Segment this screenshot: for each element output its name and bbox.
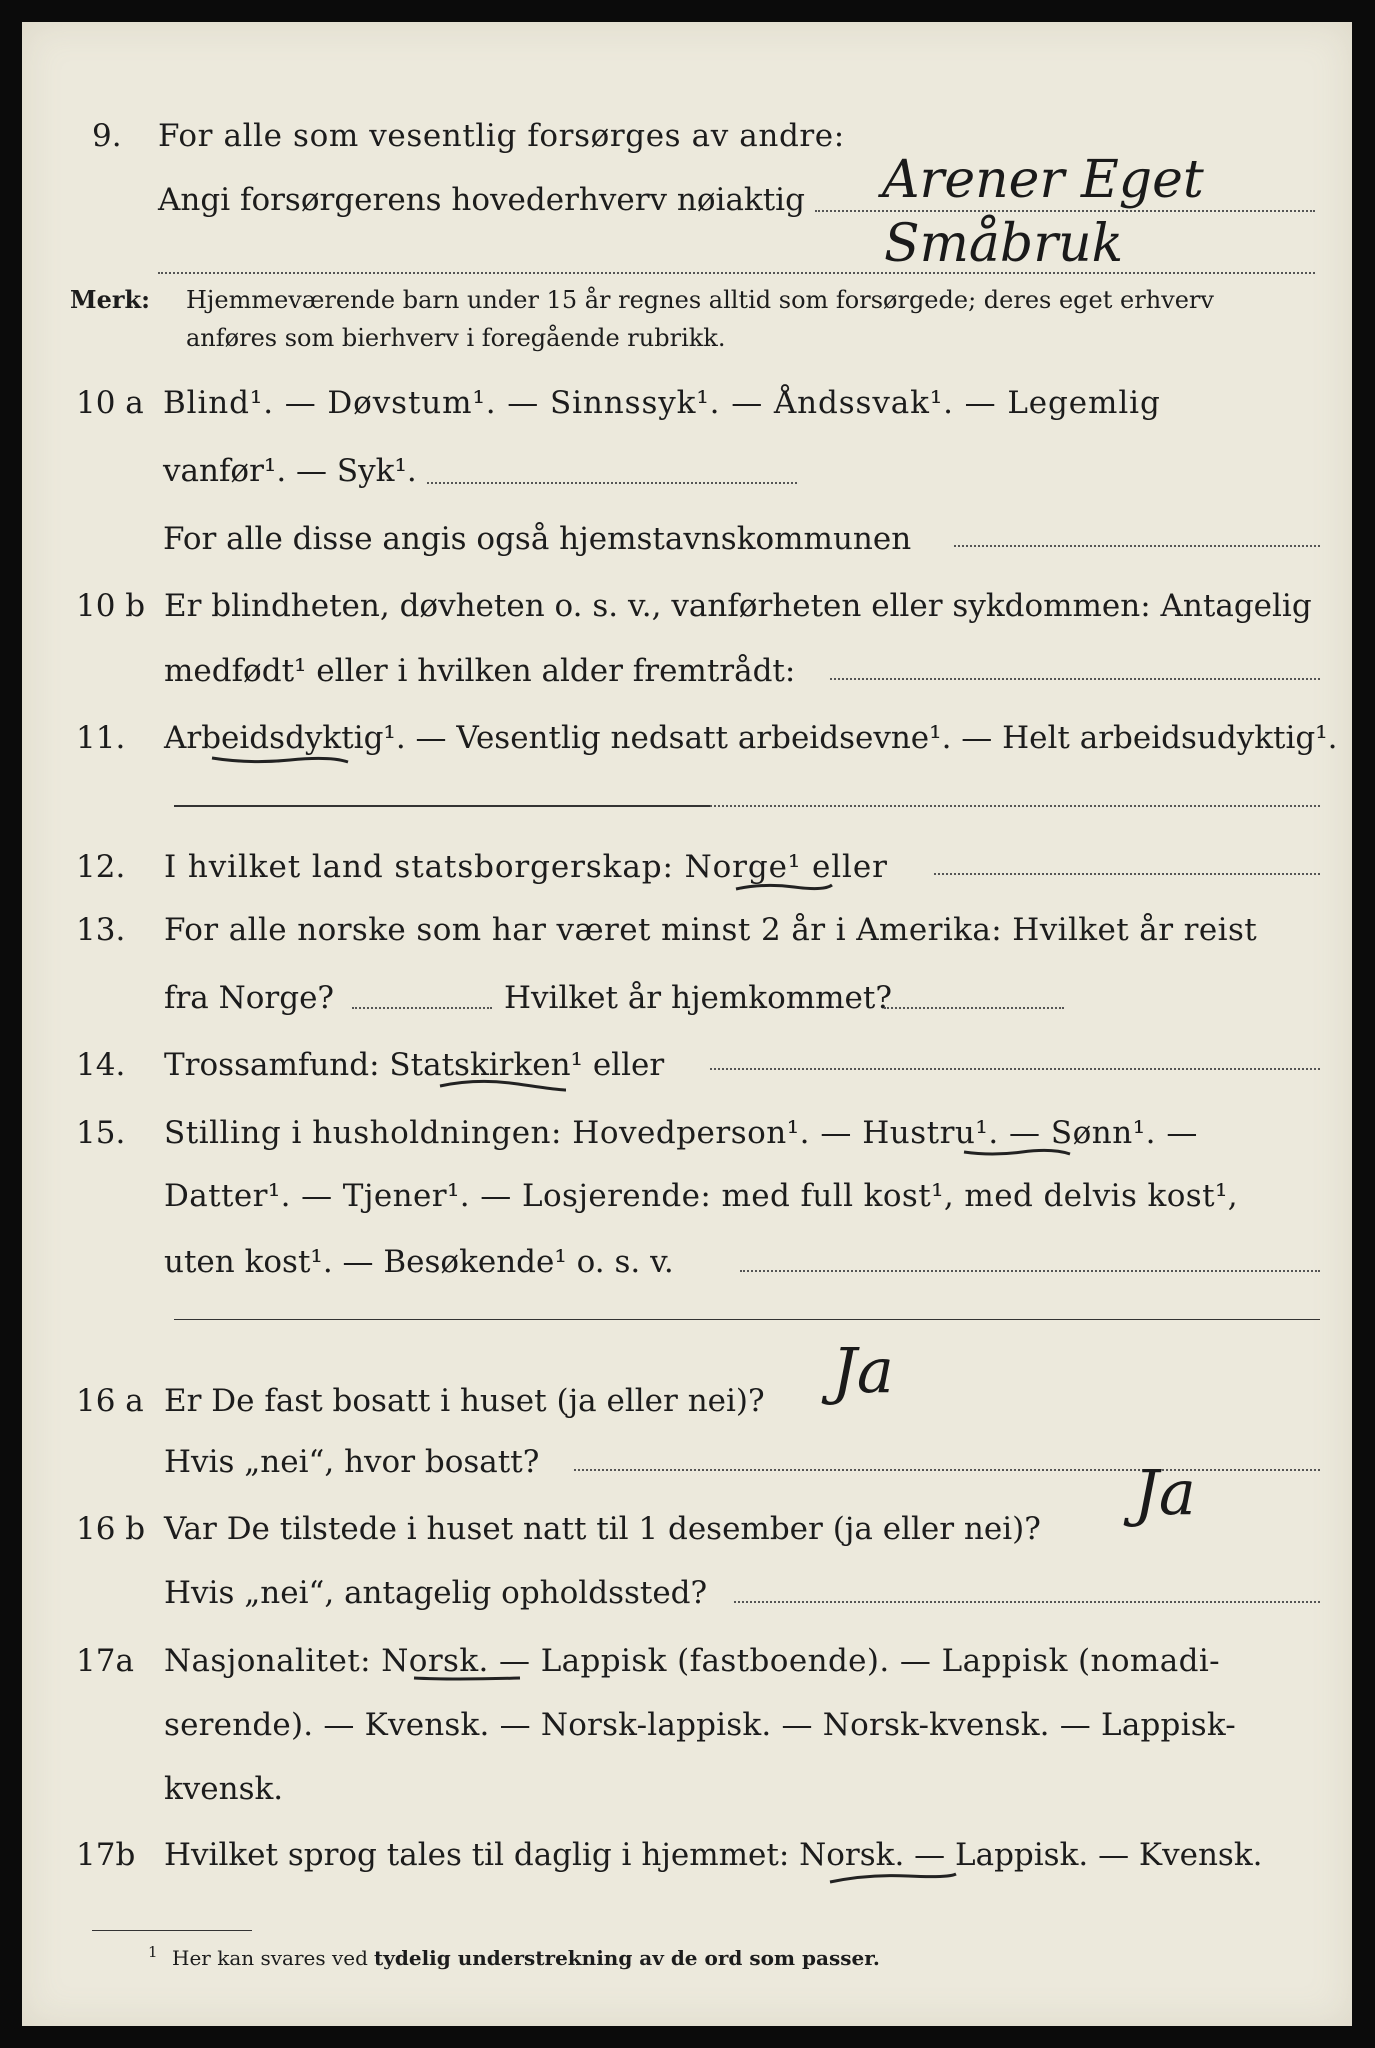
- question-text: Trossamfund: Statskirken¹ eller: [164, 1047, 665, 1083]
- question-12: [22, 837, 1352, 897]
- answer-line: [574, 1469, 1320, 1471]
- footnote-text: Her kan svares ved: [172, 1946, 368, 1970]
- question-text: Var De tilstede i huset natt til 1 desember (ja eller nei)?: [164, 1511, 1041, 1547]
- answer-line: [352, 1007, 492, 1009]
- question-number: 17b: [76, 1837, 136, 1873]
- question-number: 13.: [76, 912, 126, 948]
- question-number: 14.: [76, 1047, 126, 1083]
- question-text: vanfør¹. — Syk¹.: [163, 453, 417, 489]
- answer-line: [954, 545, 1320, 547]
- section-divider: [174, 1319, 1320, 1320]
- question-text: Er De fast bosatt i huset (ja eller nei)?: [164, 1383, 765, 1419]
- note-text: Hjemmeværende barn under 15 år regnes alltid som forsørgede; deres eget erhverv: [186, 286, 1214, 314]
- question-text: Datter¹. — Tjener¹. — Losjerende: med full kost¹, med delvis kost¹,: [164, 1178, 1239, 1214]
- question-text: kvensk.: [164, 1771, 284, 1807]
- note-text: anføres som bierhverv i foregående rubrikk.: [186, 324, 726, 352]
- question-text: medfødt¹ eller i hvilken alder fremtrådt:: [164, 653, 796, 689]
- question-14: [22, 1035, 1352, 1095]
- answer-line: [830, 678, 1320, 680]
- question-text: Angi forsørgerens hovederhverv nøiaktig: [158, 182, 805, 218]
- question-13: [22, 900, 1352, 960]
- answer-line: [427, 482, 797, 484]
- question-15: [22, 1103, 1352, 1163]
- census-form-page: [22, 22, 1352, 2026]
- underline-mark: [438, 1074, 568, 1098]
- question-number: 10 a: [76, 385, 144, 421]
- answer-line: [934, 873, 1320, 875]
- answer-line: [740, 1270, 1320, 1272]
- answer-line: [158, 272, 1315, 274]
- section-divider-dotted: [710, 805, 1320, 807]
- question-17a-line2: [22, 1695, 1352, 1755]
- question-text: For alle norske som har været minst 2 år i Amerika: Hvilket år reist: [164, 912, 1258, 948]
- handwritten-answer: Småbruk: [884, 214, 1124, 274]
- question-16a: [22, 1371, 1352, 1431]
- question-10b: [22, 576, 1352, 636]
- question-10b-line2: [22, 641, 1352, 701]
- footnote-bold-text: tydelig understrekning av de ord som passer.: [374, 1946, 880, 1970]
- question-16b-line2: [22, 1563, 1352, 1623]
- answer-line: [734, 1601, 1320, 1603]
- question-10a: [22, 373, 1352, 433]
- question-number: 10 b: [76, 588, 146, 624]
- section-divider: [174, 805, 710, 807]
- question-text: uten kost¹. — Besøkende¹ o. s. v.: [164, 1244, 674, 1280]
- question-number: 11.: [76, 720, 126, 756]
- question-10a-line3: [22, 509, 1352, 569]
- handwritten-answer: Arener Eget: [882, 150, 1204, 210]
- question-number: 17a: [76, 1643, 134, 1679]
- footnote-mark: 1: [148, 1943, 158, 1961]
- question-text: Er blindheten, døvheten o. s. v., vanførheten eller sykdommen: Antagelig: [164, 588, 1312, 624]
- underline-mark: [828, 1868, 958, 1888]
- underline-mark: [210, 748, 350, 768]
- question-17a: [22, 1631, 1352, 1691]
- question-text: Arbeidsdyktig¹. — Vesentlig nedsatt arbeidsevne¹. — Helt arbeidsudyktig¹.: [164, 720, 1338, 756]
- question-text: Blind¹. — Døvstum¹. — Sinnssyk¹. — Åndssvak¹. — Legemlig: [163, 385, 1161, 421]
- question-text: For alle disse angis også hjemstavnskommunen: [163, 521, 912, 557]
- question-text: Hvis „nei“, antagelig opholdssted?: [164, 1575, 708, 1611]
- question-text: serende). — Kvensk. — Norsk-lappisk. — Norsk-kvensk. — Lappisk-: [164, 1707, 1236, 1743]
- note-merk-line2: [22, 318, 1352, 358]
- footnote-divider: [92, 1930, 252, 1931]
- question-number: 16 b: [76, 1511, 146, 1547]
- underline-mark: [962, 1142, 1072, 1162]
- question-13-line2: [22, 968, 1352, 1028]
- question-17a-line3: [22, 1759, 1352, 1819]
- question-number: 9.: [92, 118, 122, 154]
- question-17b: [22, 1825, 1352, 1885]
- handwritten-answer: Ja: [832, 1334, 894, 1407]
- footnote: [22, 1938, 1352, 1978]
- question-text: For alle som vesentlig forsørges av andre:: [158, 118, 845, 154]
- underline-mark: [734, 877, 834, 897]
- question-text: fra Norge?: [164, 980, 335, 1016]
- note-merk: [22, 280, 1352, 320]
- question-number: 15.: [76, 1115, 126, 1151]
- answer-line: [884, 1007, 1064, 1009]
- question-text: Hvis „nei“, hvor bosatt?: [164, 1444, 540, 1480]
- question-text: I hvilket land statsborgerskap: Norge¹ eller: [164, 849, 888, 885]
- underline-mark: [412, 1670, 522, 1686]
- question-number: 12.: [76, 849, 126, 885]
- answer-line: [815, 210, 1315, 212]
- question-15-line3: [22, 1232, 1352, 1292]
- question-text: Nasjonalitet: Norsk. — Lappisk (fastboende). — Lappisk (nomadi-: [164, 1643, 1221, 1679]
- note-label: Merk:: [70, 285, 150, 314]
- handwritten-answer: Ja: [1134, 1456, 1196, 1529]
- question-number: 16 a: [76, 1383, 144, 1419]
- question-text: Stilling i husholdningen: Hovedperson¹. — Hustru¹. — Sønn¹. —: [164, 1115, 1198, 1151]
- question-text: Hvilket år hjemkommet?: [504, 980, 892, 1016]
- answer-line: [710, 1068, 1320, 1070]
- question-15-line2: [22, 1166, 1352, 1226]
- question-10a-line2: [22, 441, 1352, 501]
- question-text: Hvilket sprog tales til daglig i hjemmet: Norsk. — Lappisk. — Kvensk.: [164, 1837, 1263, 1873]
